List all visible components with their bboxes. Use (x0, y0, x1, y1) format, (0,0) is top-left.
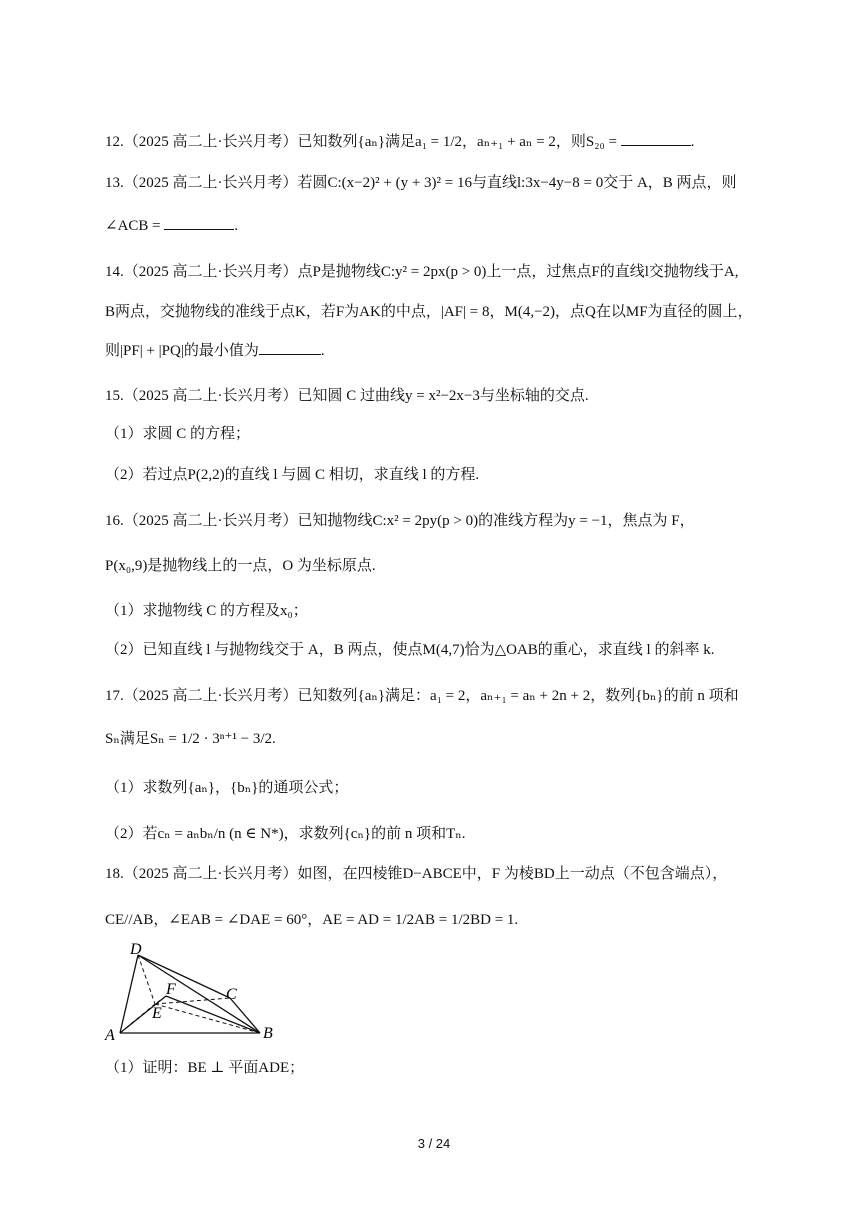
pyramid-figure (100, 938, 290, 1048)
problem-18-cont: CE//AB，∠EAB = ∠DAE = 60°，AE = AD = 1/2AB = 1/2BD = 1. (105, 912, 519, 928)
edge-eb (155, 1004, 260, 1033)
problem-18: 18.（2025 高二上·长兴月考）如图，在四棱锥D−ABCE中，F 为棱BD上一动点（不包含端点）， (105, 866, 728, 882)
edge-ec (155, 998, 230, 1004)
problem-16-part1: （1）求抛物线 C 的方程及x₀； (105, 603, 308, 619)
problem-17-part1: （1）求数列{aₙ}，{bₙ}的通项公式； (105, 780, 349, 796)
problem-15: 15.（2025 高二上·长兴月考）已知圆 C 过曲线y = x²−2x−3与坐标轴的交点. (105, 388, 589, 404)
problem-12 (105, 131, 694, 152)
label-b: B (263, 1025, 273, 1042)
answer-blank (164, 215, 234, 230)
problem-13-cont-text: ∠ACB = (105, 218, 165, 234)
problem-18-part1: （1）证明：BE ⊥ 平面ADE； (105, 1060, 305, 1076)
problem-15-part1: （1）求圆 C 的方程； (105, 426, 251, 442)
problem-16-part2: （2）已知直线 l 与抛物线交于 A，B 两点，使点M(4,7)恰为△OAB的重心，求直线 l 的斜率 k. (105, 642, 715, 658)
problem-14-cont2-text: 则|PF| + |PQ|的最小值为 (105, 343, 259, 359)
edge-fb (166, 996, 260, 1033)
answer-blank (259, 340, 321, 355)
answer-blank (621, 131, 691, 146)
problem-13-tail: . (234, 218, 239, 234)
label-d: D (130, 941, 142, 958)
problem-12-tail: . (690, 134, 695, 150)
label-e: E (152, 1005, 162, 1022)
problem-13: 13.（2025 高二上·长兴月考）若圆C:(x−2)² + (y + 3)² = 16与直线l:3x−4y−8 = 0交于 A，B 两点，则 (105, 175, 737, 191)
label-f: F (166, 981, 176, 998)
page-number: 3 / 24 (417, 1136, 451, 1151)
label-a: A (105, 1027, 115, 1044)
problem-12-text: 12.（2025 高二上·长兴月考）已知数列{aₙ}满足a₁ = 1/2，aₙ₊₁ + aₙ = 2，则S₂₀ = (105, 134, 621, 150)
problem-17-cont: Sₙ满足Sₙ = 1/2 · 3ⁿ⁺¹ − 3/2. (105, 731, 276, 747)
problem-15-part2: （2）若过点P(2,2)的直线 l 与圆 C 相切，求直线 l 的方程. (105, 467, 480, 483)
problem-16: 16.（2025 高二上·长兴月考）已知抛物线C:x² = 2py(p > 0)的准线方程为y = −1，焦点为 F， (105, 513, 695, 529)
problem-14: 14.（2025 高二上·长兴月考）点P是抛物线C:y² = 2px(p > 0)上一点，过焦点F的直线l交抛物线于A, (105, 264, 739, 280)
problem-14-tail: . (320, 343, 325, 359)
problem-17: 17.（2025 高二上·长兴月考）已知数列{aₙ}满足：a₁ = 2，aₙ₊₁ = aₙ + 2n + 2，数列{bₙ}的前 n 项和 (105, 688, 739, 704)
problem-16-cont: P(x₀,9)是抛物线上的一点，O 为坐标原点. (105, 558, 376, 574)
edge-dc (138, 955, 230, 998)
problem-14-cont1: B两点，交抛物线的准线于点K，若F为AK的中点，|AF| = 8，M(4,−2)，点Q在以MF为直径的圆上， (105, 304, 753, 320)
problem-17-part2: （2）若cₙ = aₙbₙ/n (n ∈ N*)，求数列{cₙ}的前 n 项和Tₙ. (105, 826, 466, 842)
problem-14-cont2 (105, 340, 325, 361)
problem-13-cont (105, 215, 238, 236)
label-c: C (226, 986, 237, 1003)
